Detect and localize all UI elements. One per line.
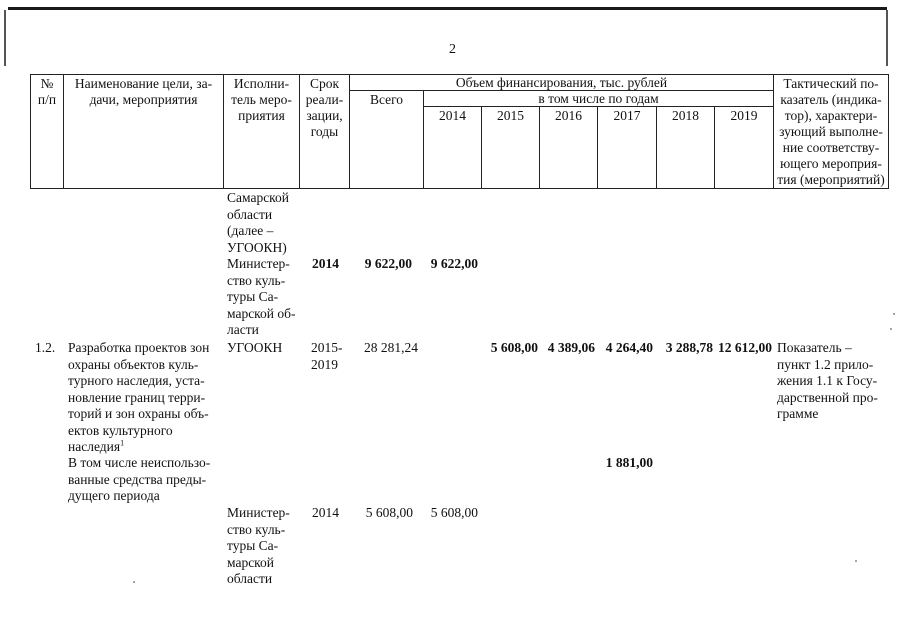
row2-name-text: Разработка проектов зон охраны объектов куль- турного наследия, уста- новление границ терри- торий и зон охраны объ- ектов культурного наследия [68,340,210,454]
row0-executor: Самарской области (далее – УГООКН) [227,190,290,255]
col-header-executor: Исполни- тель меро- приятия [231,76,292,123]
col-header-year-2018: 2018 [672,108,699,123]
row3-year-2017: 1 881,00 [605,455,653,470]
row1-executor: Министер- ство куль- туры Са- марской об- ласти [227,256,296,337]
row2-total: 28 281,24 [364,340,418,355]
row1-year-2014: 9 622,00 [430,256,478,271]
col-header-indicator: Тактический по- казатель (индика- тор), характери- зующий выполне- ние соответству- ющего мероприя- тия (мероприятий) [777,76,885,187]
row3-name: В том числе неиспользо- ванные средства преды- дущего периода [68,455,211,503]
row2-year-2016: 4 389,06 [547,340,595,355]
row2-footnote: 1 [120,438,125,448]
row2-num: 1.2. [35,340,56,355]
col-header-year-2019: 2019 [730,108,758,123]
col-header-year-2015: 2015 [497,108,524,123]
row2-year-2015: 5 608,00 [490,340,538,355]
col-header-year-2016: 2016 [555,108,582,123]
col-header-year-2014: 2014 [439,108,466,123]
scan-speck [133,581,135,583]
row2-indicator: Показатель – пункт 1.2 прило- жения 1.1 к Госу- дарственной про- грамме [777,340,878,421]
row2-year-2018: 3 288,78 [665,340,713,355]
col-header-total: Всего [369,92,404,107]
col-header-year-2017: 2017 [613,108,641,123]
row1-term: 2014 [312,256,339,271]
row4-executor: Министер- ство куль- туры Са- марской области [227,505,290,586]
row2-year-2019: 12 612,00 [718,340,772,355]
col-header-by-years: в том числе по годам [538,91,659,106]
col-header-funding: Объем финансирования, тыс. рублей [455,75,668,90]
col-header-term: Срок реали- зации, годы [305,76,344,139]
row2-executor: УГООКН [227,340,283,355]
row4-term: 2014 [312,505,339,520]
scan-speck [893,313,895,315]
scan-speck [890,328,892,330]
page-number: 2 [449,42,456,57]
row2-term: 2015- 2019 [311,340,343,372]
scan-speck [855,560,857,562]
row1-total: 9 622,00 [364,256,412,271]
row2-name [68,340,222,456]
col-header-num: № п/п [37,76,57,107]
col-header-name: Наименование цели, за- дачи, мероприятия [74,76,213,107]
row4-year-2014: 5 608,00 [430,505,478,520]
row2-year-2017: 4 264,40 [605,340,653,355]
row4-total: 5 608,00 [365,505,413,520]
